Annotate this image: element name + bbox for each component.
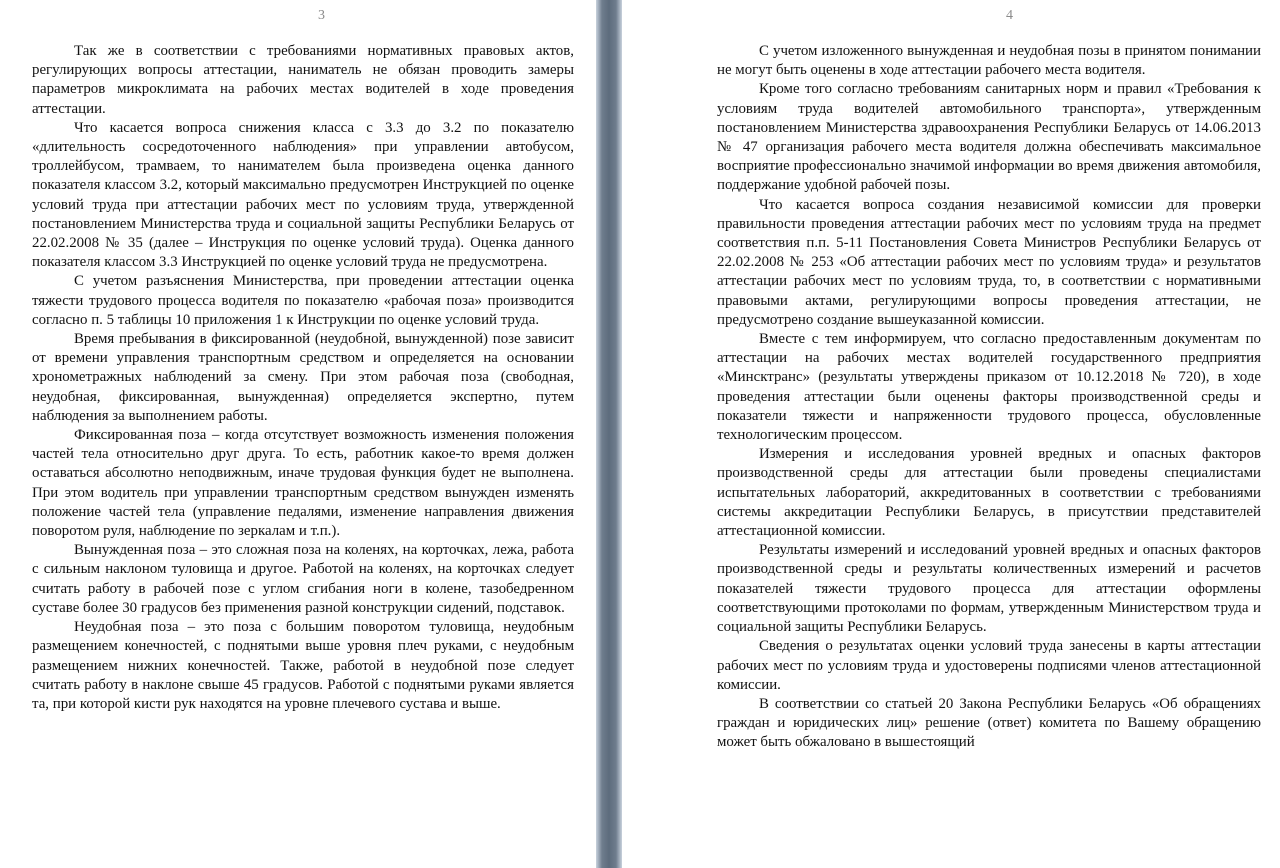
- paragraph: С учетом разъяснения Министерства, при проведении аттестации оценка тяжести трудового процесса водителя по показателю «рабочая поза» производится согласно п. 5 таблицы 10 приложения 1 к Инструкции по оценке условий труда.: [32, 273, 574, 328]
- page-number: 3: [318, 8, 325, 23]
- page-body[interactable]: [717, 42, 1261, 753]
- paragraph: Вместе с тем информируем, что согласно предоставленным документам по аттестации на рабочих местах водителей государственного предприятия «Минсктранс» (результаты утверждены приказом от 10.12.2018 № 720), в ходе проведения аттестации были оценены факторы производственной среды и показатели тяжести и напряженности трудового процесса, обусловленные технологическим процессом.: [717, 331, 1261, 444]
- paragraph: Измерения и исследования уровней вредных и опасных факторов производственной среды для аттестации были проведены специалистами испытательных лабораторий, аккредитованных в соответствии с требованиями системы аккредитации Республики Беларусь, в присутствии представителей аттестационной комиссии.: [717, 446, 1261, 540]
- paragraph: Кроме того согласно требованиям санитарных норм и правил «Требования к условиям труда водителей автомобильного транспорта», утвержденным постановлением Министерства здравоохранения Республики Беларусь от 14.06.2013 № 47 организация рабочего места водителя должна обеспечивать максимальное восприятие профессионально значимой информации во время движения автомобиля, поддержание удобной рабочей позы.: [717, 81, 1261, 194]
- paragraph: Так же в соответствии с требованиями нормативных правовых актов, регулирующих вопросы аттестации, наниматель не обязан проводить замеры параметров микроклимата на рабочих местах водителей в ходе проведения аттестации.: [32, 43, 574, 117]
- paragraph: Неудобная поза – это поза с большим поворотом туловища, неудобным размещением конечностей, с поднятыми выше уровня плеч руками, с неудобным размещением нижних конечностей. Также, работой в неудобной позе следует считать работу в наклоне свыше 45 градусов. Работой с поднятыми руками является та, при которой кисти рук находятся на уровне плечевого сустава и выше.: [32, 619, 574, 712]
- paragraph: Что касается вопроса снижения класса с 3.3 до 3.2 по показателю «длительность сосредоточенного наблюдения» при управлении автобусом, троллейбусом, трамваем, то нанимателем была произведена оценка данного показателя классом 3.2, который максимально предусмотрен Инструкцией по оценке условий труда при аттестации рабочих мест по условиям труда, утвержденной постановлением Министерства труда и социальной защиты Республики Беларусь от 22.02.2008 № 35 (далее – Инструкция по оценке условий труда). Оценка данного показателя классом 3.3 Инструкцией по оценке условий труда не предусмотрена.: [32, 119, 574, 271]
- paragraph: В соответствии со статьей 20 Закона Республики Беларусь «Об обращениях граждан и юридических лиц» решение (ответ) комитета по Вашему обращению может быть обжаловано в вышестоящий: [717, 695, 1261, 751]
- page-gap: [594, 0, 624, 868]
- paragraph: Сведения о результатах оценки условий труда занесены в карты аттестации рабочих мест по условиям труда и удостоверены подписями членов аттестационной комиссии.: [717, 638, 1261, 693]
- page-number: 4: [1006, 8, 1013, 23]
- document-page-3[interactable]: [0, 0, 596, 868]
- paragraph: Результаты измерений и исследований уровней вредных и опасных факторов производственной среды и результаты количественных измерений и расчетов показателей тяжести трудового процесса для аттестации оформлены соответствующими протоколами по формам, утвержденным Министерством труда и социальной защиты Республики Беларусь.: [717, 542, 1261, 636]
- paragraph: Вынужденная поза – это сложная поза на коленях, на корточках, лежа, работа с сильным наклоном туловища и другое. Работой на коленях, на корточках следует считать работу в рабочей позе с углом сгибания ноги в колене, тазобедренном суставе более 30 градусов без применения разной конструкции сидений, подставок.: [32, 542, 574, 616]
- paragraph: Время пребывания в фиксированной (неудобной, вынужденной) позе зависит от времени управления транспортным средством и определяется на основании хронометражных наблюдений за смену. При этом рабочая поза (свободная, неудобная, фиксированная, вынужденная) определяется экспертно, путем наблюдения за выполнением работы.: [32, 331, 574, 424]
- paragraph: Что касается вопроса создания независимой комиссии для проверки правильности проведения аттестации рабочих мест по условиям труда на предмет соответствия п.п. 5-11 Постановления Совета Министров Республики Беларусь от 22.02.2008 № 253 «Об аттестации рабочих мест по условиям труда» и результатов аттестации рабочих мест по условиям труда, то, в соответствии с нормативными правовыми актами, регулирующими вопросы проведения аттестации, не предусмотрено создание вышеуказанной комиссии.: [717, 196, 1261, 328]
- document-page-4[interactable]: [622, 0, 1280, 868]
- paragraph: С учетом изложенного вынужденная и неудобная позы в принятом понимании не могут быть оценены в ходе аттестации рабочего места водителя.: [717, 43, 1261, 79]
- paragraph: Фиксированная поза – когда отсутствует возможность изменения положения частей тела относительно друг друга. То есть, работник какое-то время должен оставаться абсолютно неподвижным, иначе трудовая функция будет не выполнена. При этом водитель при управлении транспортным средством вынужден изменять положение частей тела (управление педалями, изменение направления движения поворотом руля, наблюдение по зеркалам и т.п.).: [32, 427, 574, 540]
- page-body[interactable]: [32, 42, 574, 714]
